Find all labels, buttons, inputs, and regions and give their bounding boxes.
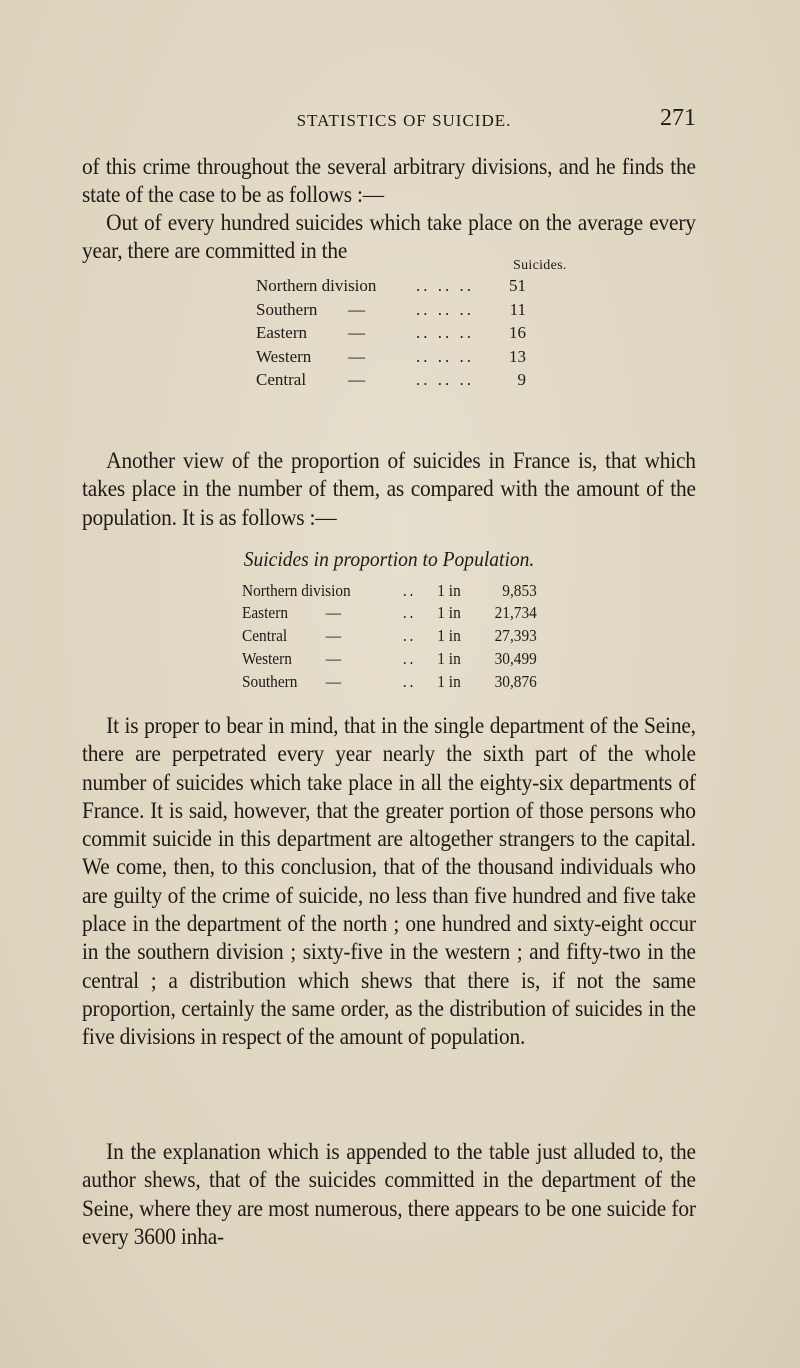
leader-dots: .. <box>402 581 417 600</box>
ratio-prefix: 1 in <box>437 626 461 645</box>
population-ratio: 30,876 <box>494 672 537 691</box>
suicide-count: 11 <box>509 300 526 319</box>
division-label: Western <box>242 649 292 668</box>
leader-dots: .. .. .. <box>416 347 474 366</box>
division-label: Central <box>242 626 288 645</box>
ditto-dash: — <box>325 603 342 622</box>
table-row <box>256 300 556 324</box>
paragraph-explanation: In the explanation which is appended to the table just alluded to, the author shews, that of the suicides committed in the department of the Seine, where they are most numerous, there appears to be one suicide for every 3600 inha- <box>82 1139 696 1249</box>
table-row <box>242 649 614 671</box>
suicide-count: 51 <box>509 276 526 295</box>
leader-dots: .. .. .. <box>416 370 474 389</box>
paragraph-another-view: Another view of the proportion of suicides in France is, that which takes place in the number of them, as compared with the amount of the population. It is as follows :— <box>82 448 696 530</box>
table-row <box>256 370 556 394</box>
division-label: Western <box>256 347 312 366</box>
page-number: 271 <box>660 105 696 131</box>
ratio-prefix: 1 in <box>437 581 461 600</box>
division-label: Southern <box>242 672 298 691</box>
division-label: Southern <box>256 300 318 319</box>
population-ratio: 27,393 <box>494 626 537 645</box>
leader-dots: .. .. .. <box>416 323 474 342</box>
ratio-prefix: 1 in <box>437 603 461 622</box>
ditto-dash: — <box>348 347 365 366</box>
population-ratio: 21,734 <box>494 603 537 622</box>
running-head <box>82 101 696 131</box>
population-table-title: Suicides in proportion to Population. <box>243 547 535 571</box>
division-label: Northern division <box>242 581 351 600</box>
suicide-count: 9 <box>517 370 526 389</box>
paragraph-department-of-seine: It is proper to bear in mind, that in the single department of the Seine, there are perpetrated every year nearly the sixth part of the whole number of suicides which take place in all the eighty-six departments of France. It is said, however, that the greater portion of those persons who commit suicide in this department are altogether strangers to the capital. We come, then, to this conclusion, that of the thousand individuals who are guilty of the crime of suicide, no less than five hundred and five take place in the department of the north ; one hundred and sixty-eight occur in the southern division ; sixty-five in the western ; and fifty-two in the central ; a distribution which shews that there is, if not the same proportion, certainly the same order, as the distribution of suicides in the five divisions in respect of the amount of population. <box>82 713 696 1050</box>
leader-dots: .. .. .. <box>416 300 474 319</box>
suicide-count: 16 <box>509 323 526 342</box>
division-label: Central <box>256 370 307 389</box>
table-row <box>242 672 614 694</box>
division-label: Eastern <box>256 323 307 342</box>
leader-dots: .. <box>402 626 417 645</box>
population-ratio: 30,499 <box>494 649 537 668</box>
running-title: STATISTICS OF SUICIDE. <box>296 111 512 130</box>
ditto-dash: — <box>348 300 365 319</box>
table-row <box>256 276 556 300</box>
table-row <box>256 323 556 347</box>
ditto-dash: — <box>325 649 342 668</box>
division-label: Eastern <box>242 603 289 622</box>
table-row <box>242 626 614 648</box>
population-ratio: 9,853 <box>502 581 537 600</box>
ditto-dash: — <box>325 626 342 645</box>
leader-dots: .. <box>402 603 417 622</box>
paragraph-out-of-every-hundred: Out of every hundred suicides which take place on the average every year, there are committed in the <box>82 210 696 264</box>
table-row <box>242 603 614 625</box>
leader-dots: .. .. .. <box>416 276 474 295</box>
leader-dots: .. <box>402 649 417 668</box>
ditto-dash: — <box>348 323 365 342</box>
paragraph-continuation: of this crime throughout the several arbitrary divisions, and he finds the state of the case to be as follows :— <box>82 154 696 208</box>
ditto-dash: — <box>325 672 342 691</box>
table-row <box>242 581 614 603</box>
ditto-dash: — <box>348 370 365 389</box>
table-column-header: Suicides. <box>513 258 567 273</box>
division-label: Northern division <box>256 276 377 295</box>
ratio-prefix: 1 in <box>437 672 461 691</box>
suicide-count: 13 <box>509 347 526 366</box>
leader-dots: .. <box>402 672 417 691</box>
table-row <box>256 347 556 371</box>
ratio-prefix: 1 in <box>437 649 461 668</box>
